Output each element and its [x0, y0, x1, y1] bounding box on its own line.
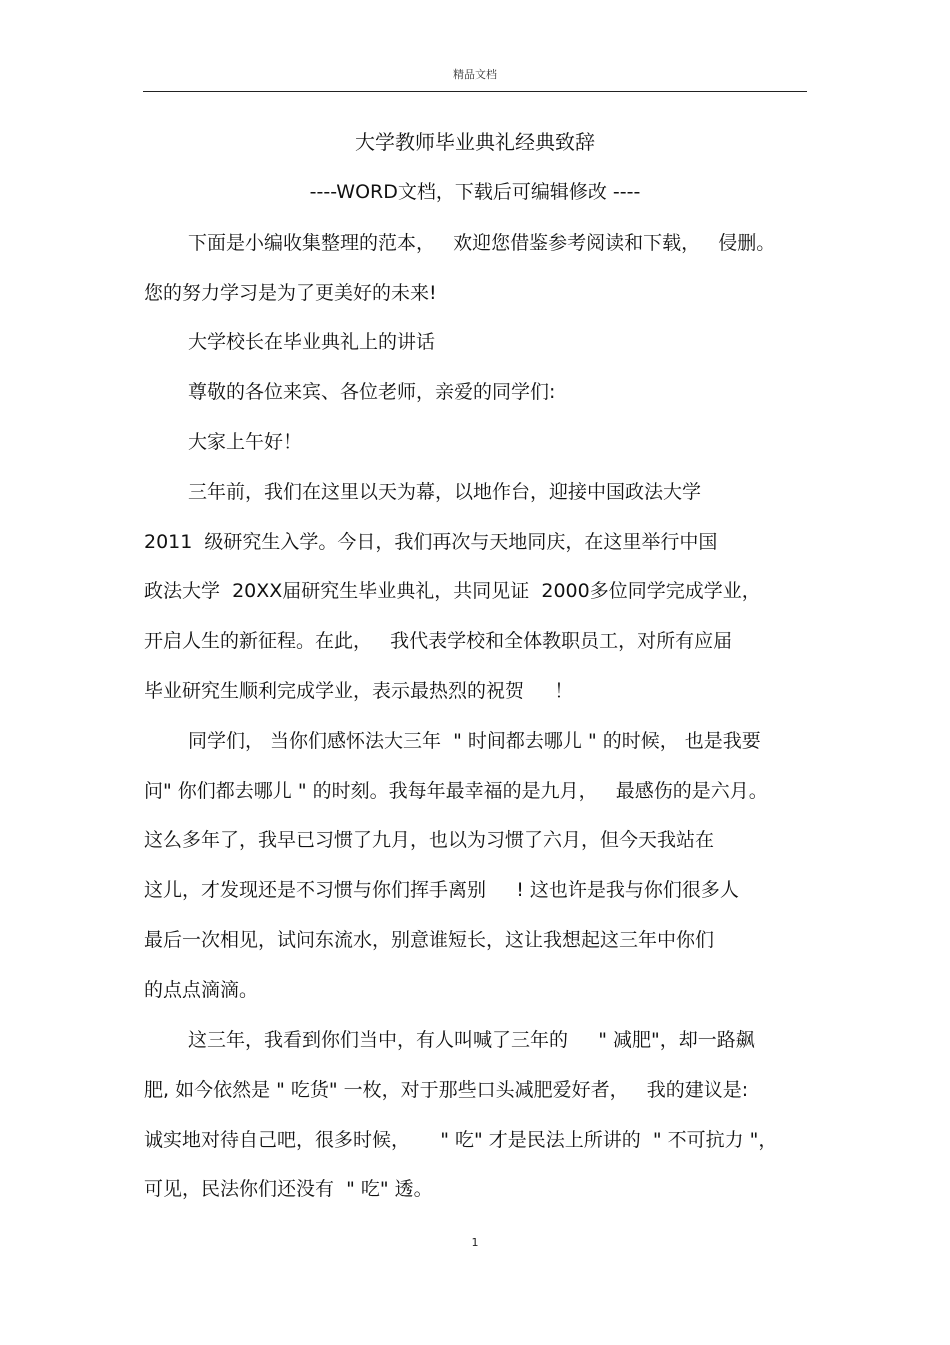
body-line: 最后一次相见，试问东流水，别意谁短长，这让我想起这三年中你们	[144, 929, 715, 951]
body-line: 肥, 如今依然是 " 吃货" 一枚，对于那些口头减肥爱好者， 我的建议是:	[144, 1079, 749, 1101]
body-line: 同学们， 当你们感怀法大三年 " 时间都去哪儿 " 的时候， 也是我要	[188, 730, 761, 752]
header-divider	[143, 91, 807, 92]
body-line: 尊敬的各位来宾、各位老师，亲爱的同学们:	[188, 381, 556, 403]
document-title: 大学教师毕业典礼经典致辞	[355, 130, 595, 154]
body-line: 大学校长在毕业典礼上的讲话	[188, 331, 436, 353]
body-line: 的点点滴滴。	[144, 979, 259, 1001]
body-line: 三年前，我们在这里以天为幕，以地作台，迎接中国政法大学	[188, 481, 702, 503]
body-line: 这三年，我看到你们当中，有人叫喊了三年的 " 减肥"，却一路飙	[188, 1029, 755, 1051]
document-subtitle: ----WORD文档，下载后可编辑修改 ----	[309, 181, 641, 203]
running-header: 精品文档	[453, 68, 497, 81]
page-number: 1	[471, 1236, 479, 1249]
body-line: 大家上午好！	[188, 431, 303, 453]
body-line: 可见，民法你们还没有 " 吃" 透。	[144, 1178, 433, 1200]
body-line: 下面是小编收集整理的范本， 欢迎您借鉴参考阅读和下载， 侵删。	[188, 232, 776, 254]
body-line: 问" 你们都去哪儿 " 的时刻。我每年最幸福的是九月， 最感伤的是六月。	[144, 780, 768, 802]
body-line: 这儿，才发现还是不习惯与你们挥手离别 ! 这也许是我与你们很多人	[144, 879, 739, 901]
body-line: 2011 级研究生入学。今日，我们再次与天地同庆，在这里举行中国	[144, 531, 718, 553]
body-line: 您的努力学习是为了更美好的未来!	[144, 282, 437, 304]
body-line: 诚实地对待自己吧，很多时候， " 吃" 才是民法上所讲的 " 不可抗力 "，	[144, 1129, 778, 1151]
body-line: 毕业研究生顺利完成学业，表示最热烈的祝贺 ！	[144, 680, 574, 702]
body-line: 开启人生的新征程。在此， 我代表学校和全体教职员工，对所有应届	[144, 630, 733, 652]
body-line: 这么多年了，我早已习惯了九月，也以为习惯了六月，但今天我站在	[144, 829, 715, 851]
body-line: 政法大学 20XX届研究生毕业典礼，共同见证 2000多位同学完成学业，	[144, 580, 761, 602]
